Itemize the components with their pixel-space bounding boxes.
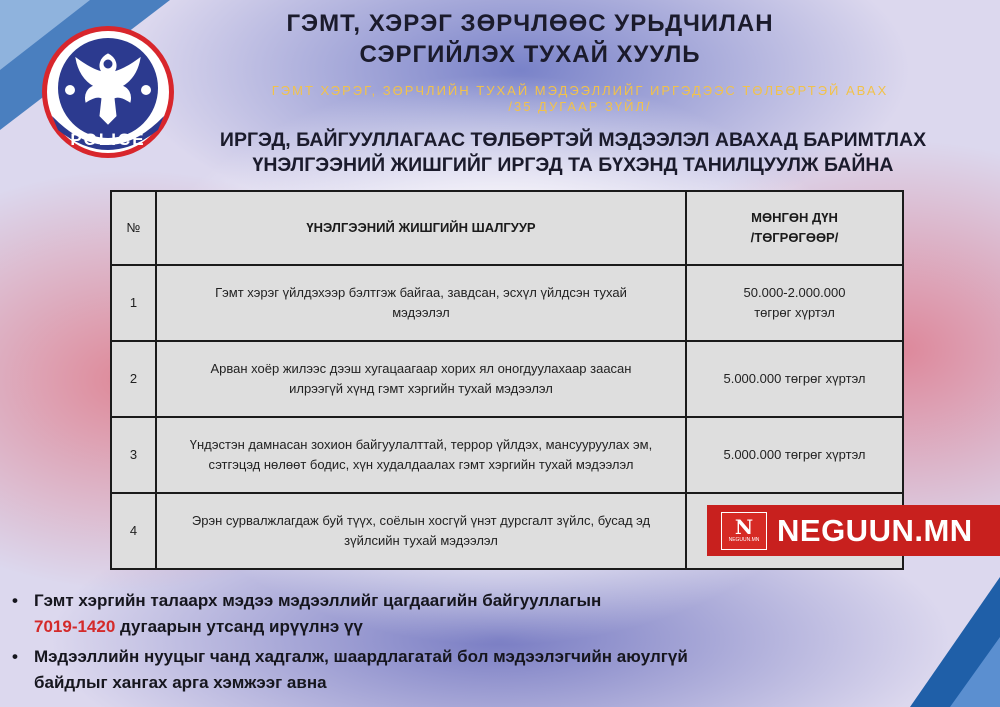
row-amount — [686, 341, 903, 417]
page-title — [230, 8, 830, 70]
subtitle-line-1: ГЭМТ ХЭРЭГ, ЗӨРЧЛИЙН ТУХАЙ МЭДЭЭЛЛИЙГ ИРГЭДЭЭС ТӨЛБӨРТЭЙ АВАХ — [271, 83, 889, 98]
title-line-1: ГЭМТ, ХЭРЭГ ЗӨРЧЛӨӨС УРЬДЧИЛАН — [286, 10, 774, 37]
note-2-line-2: байдлыг хангах арга хэмжээг авна — [34, 673, 327, 692]
note-2-line-1: Мэдээллийн нууцыг чанд хадгалж, шаардлагатай бол мэдээлэгчийн аюулгүй — [34, 647, 688, 666]
row-amount-line-2: төгрөг хүртэл — [754, 305, 835, 320]
note-1-line-2 — [34, 614, 872, 640]
bullet-icon: • — [12, 591, 18, 610]
table-row — [111, 341, 903, 417]
notes — [12, 588, 872, 696]
row-number: 1 — [111, 265, 156, 341]
row-amount-line-1: 5.000.000 төгрөг хүртэл — [723, 447, 866, 462]
note-1-line-1: Гэмт хэргийн талаарх мэдээ мэдээллийг цагдаагийн байгууллагын — [34, 591, 602, 610]
neguun-watermark — [707, 505, 1000, 556]
table-header-row — [111, 191, 903, 265]
note-item — [12, 588, 872, 640]
logo-text: POLICE — [70, 130, 146, 149]
watermark-badge-letter: N — [734, 515, 754, 539]
note-1-line-2-text: дугаарын утсанд ирүүлнэ үү — [115, 617, 363, 636]
table-row — [111, 265, 903, 341]
corner-decoration-bottom-right-inner — [950, 637, 1000, 707]
phone-number: 7019-1420 — [34, 617, 116, 636]
row-amount — [686, 265, 903, 341]
row-number: 3 — [111, 417, 156, 493]
header-number: № — [111, 191, 156, 265]
row-criteria: Үндэстэн дамнасан зохион байгуулалттай, террор үйлдэх, мансууруулах эм, сэтгэцэд нөлөөт бодис, хүн худалдаалах гэмт хэргийн тухай мэдээлэл — [156, 417, 686, 493]
row-amount — [686, 417, 903, 493]
bullet-icon: • — [12, 647, 18, 666]
header-amount-line-2: /ТӨГРӨГӨӨР/ — [750, 230, 839, 245]
row-amount-line-1: 5.000.000 төгрөг хүртэл — [723, 371, 866, 386]
row-criteria: Гэмт хэрэг үйлдэхээр бэлтгэж байгаа, завдсан, эсхүл үйлдсэн тухай мэдээлэл — [156, 265, 686, 341]
note-item — [12, 644, 872, 696]
heading-line-2: ҮНЭЛГЭЭНИЙ ЖИШГИЙГ ИРГЭД ТА БҮХЭНД ТАНИЛЦУУЛЖ БАЙНА — [252, 154, 894, 176]
table-row — [111, 417, 903, 493]
header-amount — [686, 191, 903, 265]
subtitle — [220, 83, 940, 115]
subtitle-line-2: /35 ДУГААР ЗҮЙЛ/ — [508, 99, 652, 114]
watermark-badge-small-text: NEGUUN.MN — [728, 537, 760, 543]
title-line-2: СЭРГИЙЛЭХ ТУХАЙ ХУУЛЬ — [359, 41, 701, 68]
police-logo — [40, 24, 176, 160]
section-heading — [168, 128, 978, 178]
row-number: 2 — [111, 341, 156, 417]
header-criteria: ҮНЭЛГЭЭНИЙ ЖИШГИЙН ШАЛГУУР — [156, 191, 686, 265]
watermark-text: NEGUUN.MN — [777, 512, 973, 548]
row-criteria: Эрэн сурвалжлагдаж буй түүх, соёлын хосгүй үнэт дурсгалт зүйлс, бусад эд зүйлсийн тухай мэдээлэл — [156, 493, 686, 569]
header-amount-line-1: МӨНГӨН ДҮН — [751, 210, 838, 225]
row-amount-line-1: 50.000-2.000.000 — [743, 285, 846, 300]
watermark-badge-icon — [721, 512, 767, 550]
heading-line-1: ИРГЭД, БАЙГУУЛЛАГААС ТӨЛБӨРТЭЙ МЭДЭЭЛЭЛ АВАХАД БАРИМТЛАХ — [219, 129, 927, 151]
row-number: 4 — [111, 493, 156, 569]
row-criteria: Арван хоёр жилээс дээш хугацаагаар хорих ял оногдуулахаар заасан илрээгүй хүнд гэмт хэргийн тухай мэдээлэл — [156, 341, 686, 417]
